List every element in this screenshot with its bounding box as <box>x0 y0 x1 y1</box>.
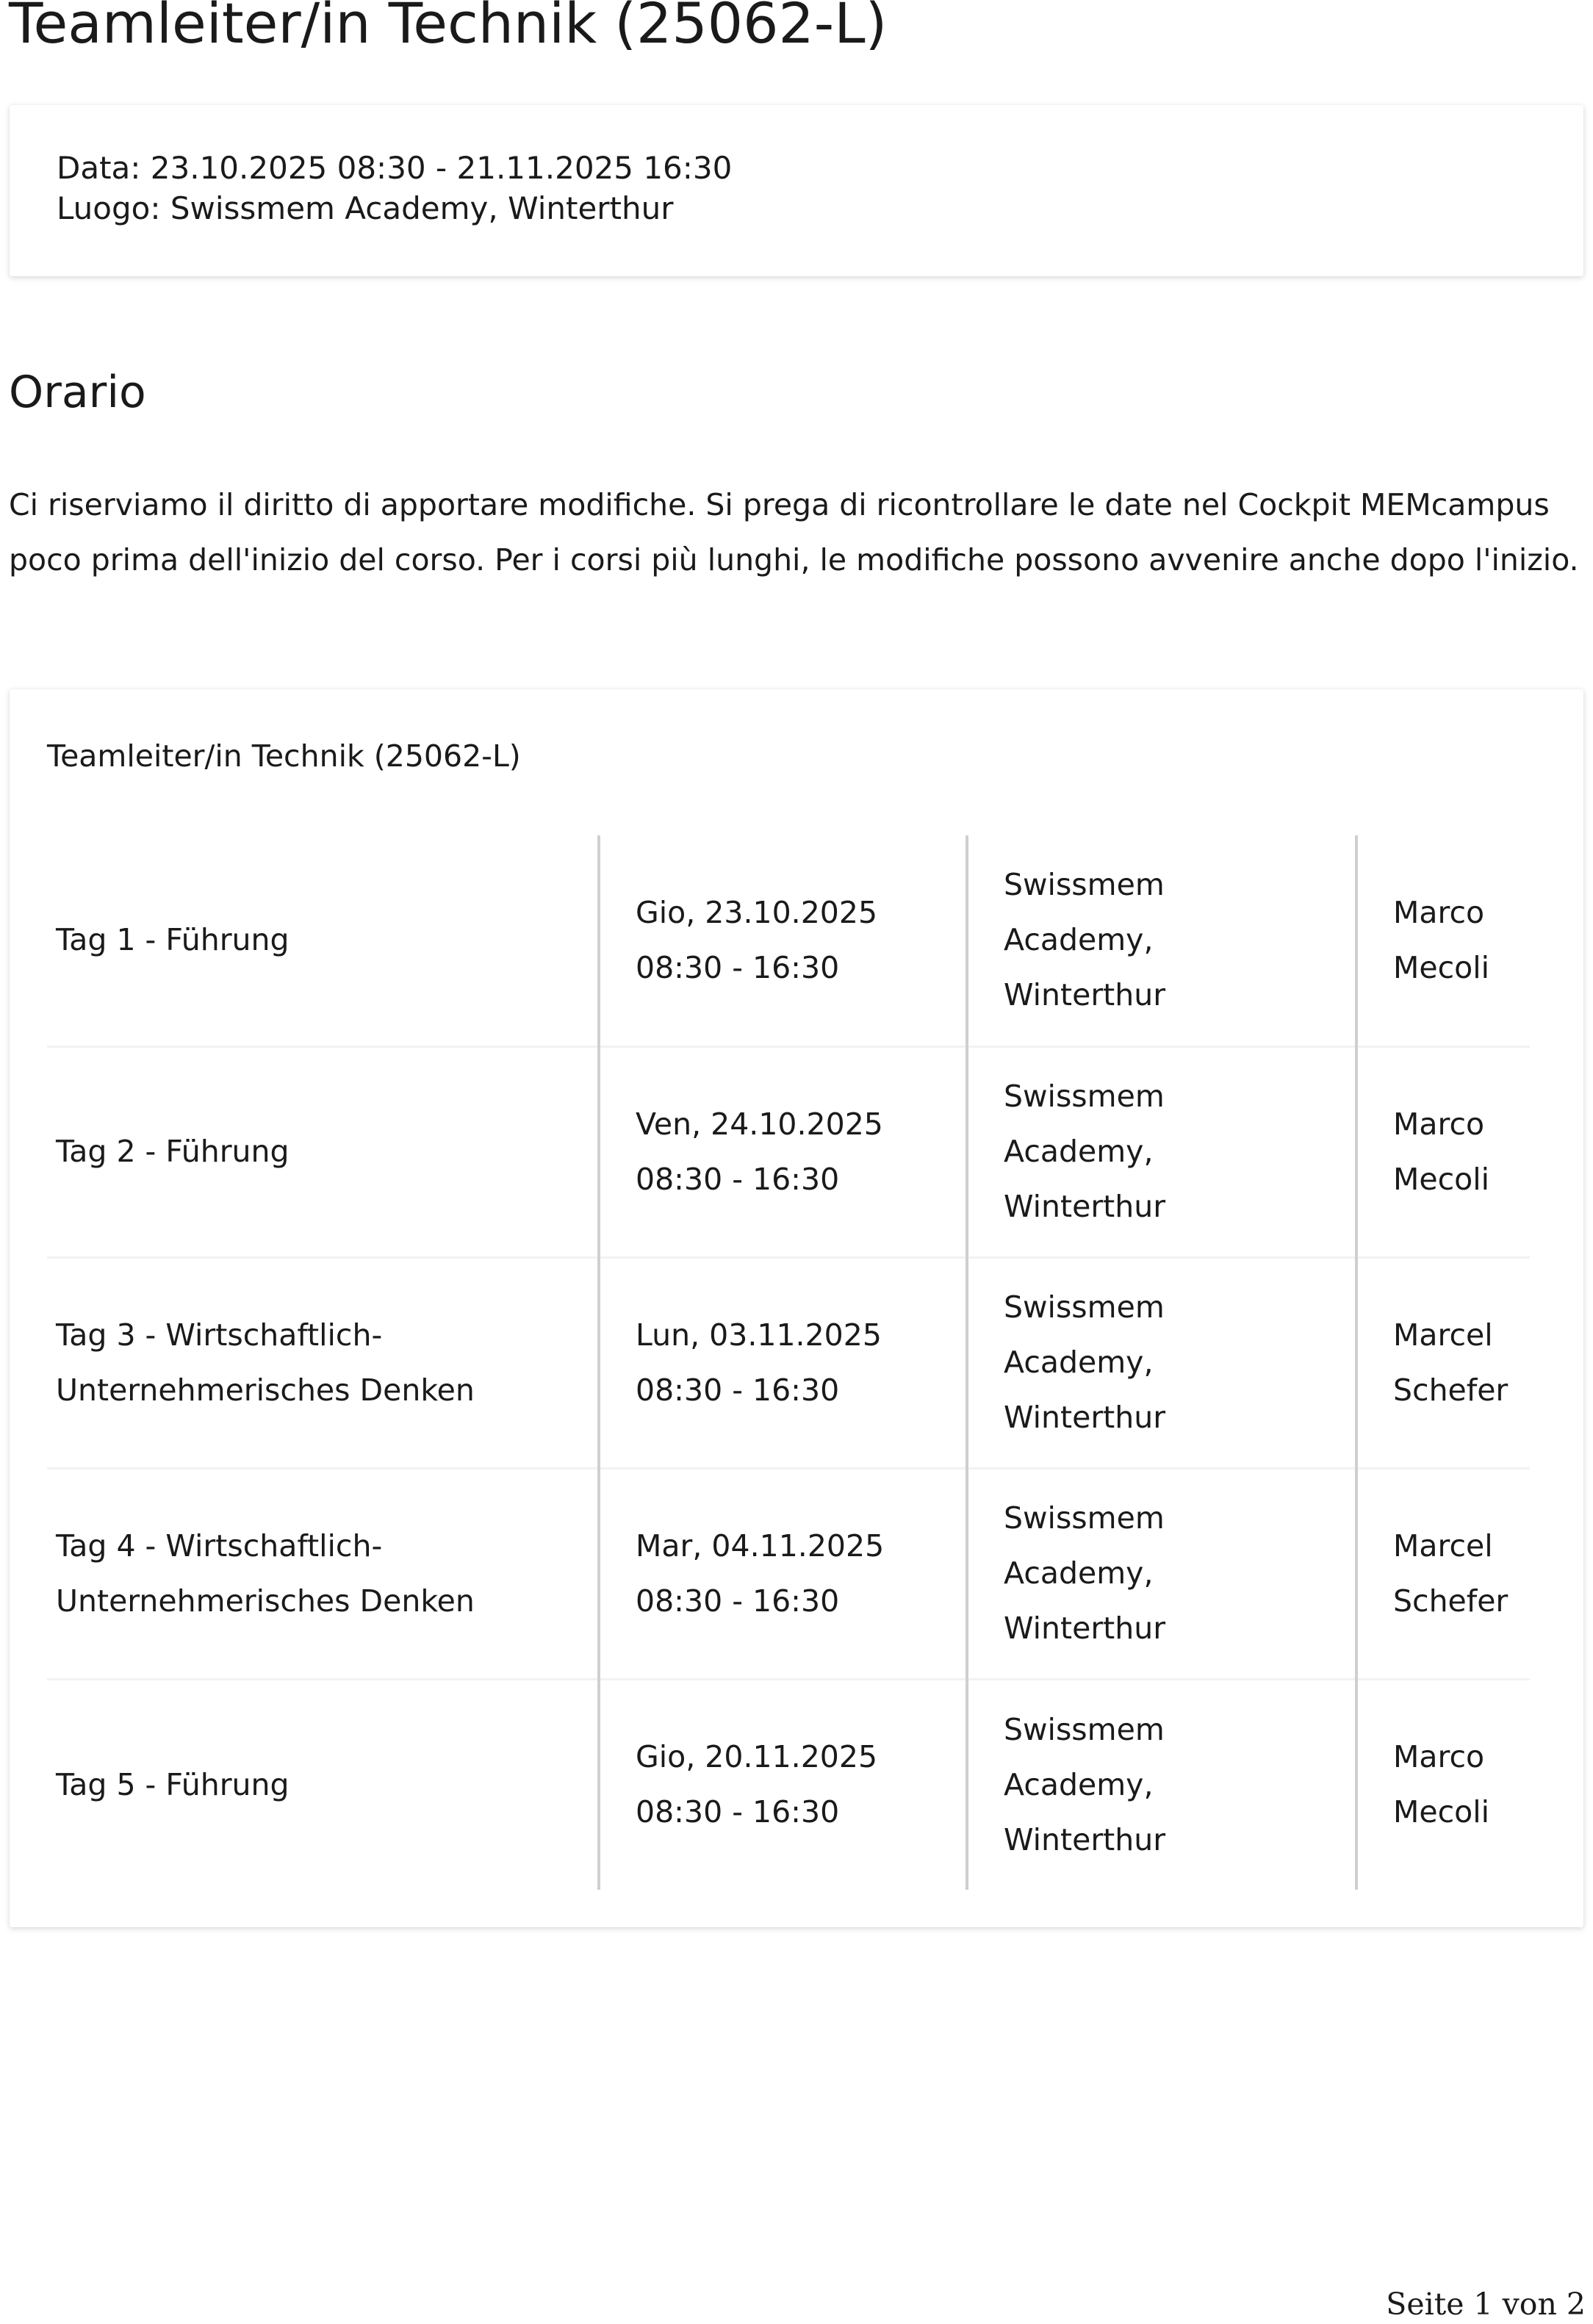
session-location-line: Winterthur <box>1004 977 1166 1013</box>
trainer-last-name: Schefer <box>1393 1583 1509 1619</box>
session-name-cell <box>47 835 599 1046</box>
trainer-first-name: Marcel <box>1393 1528 1493 1564</box>
session-location-cell <box>967 1257 1356 1468</box>
session-date-cell <box>599 835 967 1046</box>
session-date: Lun, 03.11.2025 <box>636 1317 882 1353</box>
session-location-line: Academy, <box>1004 1766 1154 1802</box>
session-trainer-cell <box>1356 835 1530 1046</box>
session-location-line: Academy, <box>1004 1555 1154 1591</box>
session-time: 08:30 - 16:30 <box>636 1161 840 1197</box>
trainer-last-name: Mecoli <box>1393 1794 1490 1830</box>
session-location-cell <box>967 835 1356 1046</box>
session-location-line: Winterthur <box>1004 1611 1166 1646</box>
session-location-line: Swissmem <box>1004 867 1165 903</box>
session-location-cell <box>967 1046 1356 1257</box>
session-name: Tag 1 - Führung <box>56 922 290 958</box>
session-date: Mar, 04.11.2025 <box>636 1528 885 1564</box>
trainer-first-name: Marco <box>1393 1739 1485 1775</box>
schedule-table-body <box>47 835 1530 1890</box>
schedule-row <box>47 1679 1530 1890</box>
session-location-line: Academy, <box>1004 1134 1154 1169</box>
session-name-continued: Unternehmerisches Denken <box>56 1372 475 1408</box>
session-location-line: Winterthur <box>1004 1821 1166 1857</box>
schedule-course-title: Teamleiter/in Technik (25062-L) <box>47 738 521 774</box>
session-name: Tag 3 - Wirtschaftlich- <box>56 1317 383 1353</box>
trainer-first-name: Marco <box>1393 1106 1485 1142</box>
session-date-cell <box>599 1257 967 1468</box>
trainer-last-name: Schefer <box>1393 1372 1509 1408</box>
session-date-cell <box>599 1468 967 1679</box>
session-trainer-cell <box>1356 1046 1530 1257</box>
schedule-row <box>47 835 1530 1046</box>
session-name-cell <box>47 1679 599 1890</box>
schedule-notice: Ci riserviamo il diritto di apportare modifiche. Si prega di ricontrollare le date nel Cockpit MEMcampus poco prima dell'inizio del corso. Per i corsi più lunghi, le modifiche possono avvenire anche dopo l'inizio. <box>9 487 1579 578</box>
session-name-cell <box>47 1046 599 1257</box>
session-name: Tag 2 - Führung <box>56 1134 290 1169</box>
schedule-row <box>47 1257 1530 1468</box>
session-location-line: Academy, <box>1004 1345 1154 1380</box>
session-date-cell <box>599 1046 967 1257</box>
session-location-cell <box>967 1468 1356 1679</box>
session-location-line: Winterthur <box>1004 1400 1166 1435</box>
session-name: Tag 4 - Wirtschaftlich- <box>56 1528 383 1564</box>
trainer-last-name: Mecoli <box>1393 1161 1490 1197</box>
session-name-cell <box>47 1468 599 1679</box>
trainer-first-name: Marco <box>1393 894 1485 930</box>
session-location-line: Academy, <box>1004 922 1154 958</box>
session-location-line: Swissmem <box>1004 1079 1165 1114</box>
session-time: 08:30 - 16:30 <box>636 1372 840 1408</box>
schedule-heading: Orario <box>9 367 146 418</box>
session-name: Tag 5 - Führung <box>56 1766 290 1802</box>
session-location-line: Swissmem <box>1004 1711 1165 1747</box>
course-location: Luogo: Swissmem Academy, Winterthur <box>57 190 674 226</box>
page-title: Teamleiter/in Technik (25062-L) <box>9 0 888 56</box>
session-date: Gio, 20.11.2025 <box>636 1739 878 1775</box>
session-location-line: Swissmem <box>1004 1500 1165 1536</box>
session-time: 08:30 - 16:30 <box>636 1583 840 1619</box>
session-date: Gio, 23.10.2025 <box>636 894 878 930</box>
course-date: Data: 23.10.2025 08:30 - 21.11.2025 16:30 <box>57 150 733 186</box>
session-trainer-cell <box>1356 1257 1530 1468</box>
session-time: 08:30 - 16:30 <box>636 949 840 985</box>
session-time: 08:30 - 16:30 <box>636 1794 840 1830</box>
course-info-card <box>10 105 1583 276</box>
session-trainer-cell <box>1356 1679 1530 1890</box>
page-number: Seite 1 von 2 <box>1386 2287 1586 2322</box>
trainer-last-name: Mecoli <box>1393 949 1490 985</box>
schedule-row <box>47 1046 1530 1257</box>
session-date-cell <box>599 1679 967 1890</box>
session-trainer-cell <box>1356 1468 1530 1679</box>
session-location-line: Winterthur <box>1004 1189 1166 1224</box>
session-name-cell <box>47 1257 599 1468</box>
schedule-row <box>47 1468 1530 1679</box>
session-location-cell <box>967 1679 1356 1890</box>
session-name-continued: Unternehmerisches Denken <box>56 1583 475 1619</box>
session-location-line: Swissmem <box>1004 1289 1165 1325</box>
session-date: Ven, 24.10.2025 <box>636 1106 883 1142</box>
trainer-first-name: Marcel <box>1393 1317 1493 1353</box>
schedule-table <box>47 835 1530 1890</box>
